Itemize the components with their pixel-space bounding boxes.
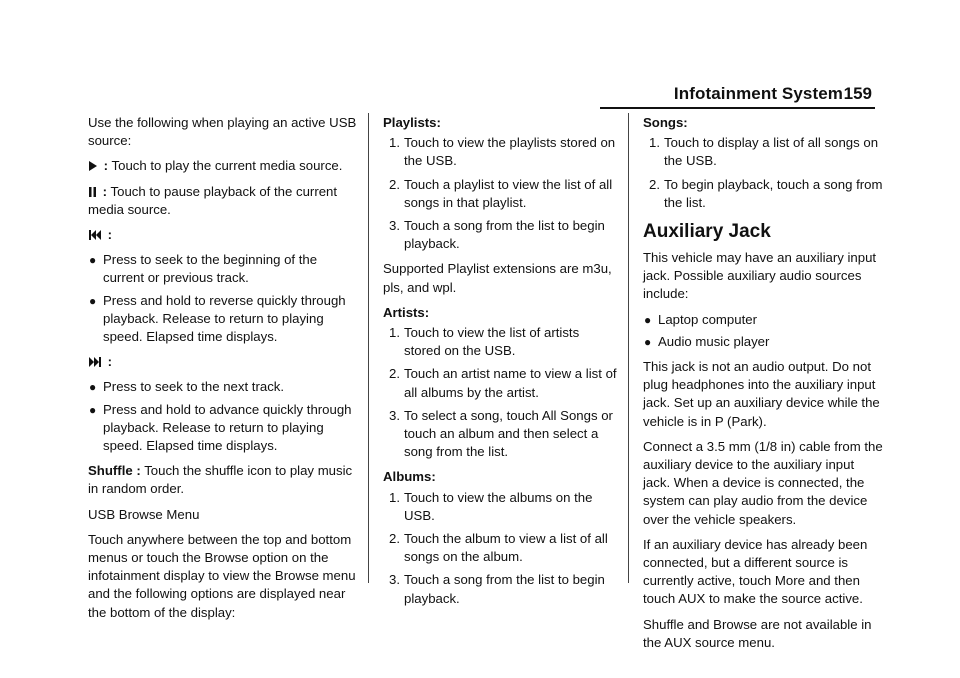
artists-heading: Artists: xyxy=(383,304,430,320)
auxiliary-jack-heading: Auxiliary Jack xyxy=(643,221,771,243)
column-3 xyxy=(643,114,883,659)
list-item: ● Laptop computer xyxy=(644,311,757,327)
pause-label: : xyxy=(102,183,108,199)
section-title: Infotainment System xyxy=(673,84,843,103)
artists-steps xyxy=(383,324,619,461)
previous-label: : xyxy=(107,227,113,243)
previous-track-icon xyxy=(88,226,102,244)
previous-entry xyxy=(88,226,358,244)
songs-steps xyxy=(643,134,883,212)
aux-paragraph: This jack is not an audio output. Do not plug headphones into the auxiliary input jack. Set up an auxiliary device while the vehicle is in P (Park). xyxy=(643,359,880,429)
list-item: 2. Touch the album to view a list of all songs on the album. xyxy=(389,531,608,565)
next-bullets xyxy=(88,378,358,455)
list-item: 1. Touch to display a list of all songs on the USB. xyxy=(649,135,879,169)
aux-sources xyxy=(643,311,883,351)
play-entry xyxy=(88,157,358,175)
next-label: : xyxy=(107,354,113,370)
usb-browse-text: Touch anywhere between the top and bottom menus or touch the Browse option on the infotainment display to view the Browse menu and the following options are displayed near the bottom of the display: xyxy=(88,531,356,620)
aux-paragraph: If an auxiliary device has already been connected, but a different source is currently active, touch More and then touch AUX to make the source active. xyxy=(643,536,868,607)
play-icon xyxy=(88,157,98,175)
pause-text: Touch to pause playback of the current media source. xyxy=(88,183,338,217)
column-divider xyxy=(628,113,629,583)
aux-paragraph: Shuffle and Browse are not available in the AUX source menu. xyxy=(643,616,872,650)
aux-intro: This vehicle may have an auxiliary input jack. Possible auxiliary audio sources include: xyxy=(643,250,877,302)
next-entry xyxy=(88,353,358,371)
albums-steps xyxy=(383,489,619,608)
page-number: 159 xyxy=(843,84,872,103)
next-track-icon xyxy=(88,353,102,371)
header-rule xyxy=(600,107,875,109)
list-item: 3. Touch a song from the list to begin playback. xyxy=(389,572,605,606)
list-item: 1. Touch to view the playlists stored on the USB. xyxy=(389,135,616,169)
shuffle-entry xyxy=(88,462,358,498)
pause-entry xyxy=(88,183,358,219)
column-1 xyxy=(88,114,358,629)
list-item: ● Press and hold to reverse quickly through playback. Release to return to playing speed. Elapsed time displays. xyxy=(89,292,346,345)
aux-paragraph: Connect a 3.5 mm (1/8 in) cable from the auxiliary device to the auxiliary input jack. When a device is connected, the system can play audio from the device over the vehicle speakers. xyxy=(643,438,883,527)
shuffle-text: Touch the shuffle icon to play music in random order. xyxy=(88,463,353,497)
column-divider xyxy=(368,113,369,583)
albums-heading: Albums: xyxy=(383,469,436,485)
list-item: ● Press to seek to the beginning of the current or previous track. xyxy=(89,252,318,286)
list-item: 3. To select a song, touch All Songs or touch an album and then select a song from the list. xyxy=(389,407,613,460)
pause-icon xyxy=(88,183,97,201)
list-item: ● Audio music player xyxy=(644,333,770,349)
column-2 xyxy=(383,114,619,615)
list-item: 1. Touch to view the list of artists stored on the USB. xyxy=(389,325,580,359)
shuffle-label: Shuffle : xyxy=(88,463,141,479)
usb-browse-heading: USB Browse Menu xyxy=(88,506,200,522)
list-item: ● Press and hold to advance quickly through playback. Release to return to playing speed. Elapsed time displays. xyxy=(89,401,352,454)
play-label: : xyxy=(103,158,109,174)
songs-heading: Songs: xyxy=(643,115,688,130)
playlists-steps xyxy=(383,134,619,253)
list-item: ● Press to seek to the next track. xyxy=(89,379,285,395)
list-item: 1. Touch to view the albums on the USB. xyxy=(389,489,593,523)
list-item: 2. Touch a playlist to view the list of all songs in that playlist. xyxy=(389,176,613,210)
usb-intro: Use the following when playing an active USB source: xyxy=(88,115,357,149)
playlists-heading: Playlists: xyxy=(383,115,441,130)
list-item: 2. To begin playback, touch a song from the list. xyxy=(649,176,883,210)
previous-bullets xyxy=(88,251,358,346)
play-text: Touch to play the current media source. xyxy=(111,158,343,174)
list-item: 2. Touch an artist name to view a list of all albums by the artist. xyxy=(389,366,617,400)
list-item: 3. Touch a song from the list to begin playback. xyxy=(389,218,605,252)
page-header xyxy=(0,80,960,106)
playlist-extensions: Supported Playlist extensions are m3u, pls, and wpl. xyxy=(383,261,612,295)
